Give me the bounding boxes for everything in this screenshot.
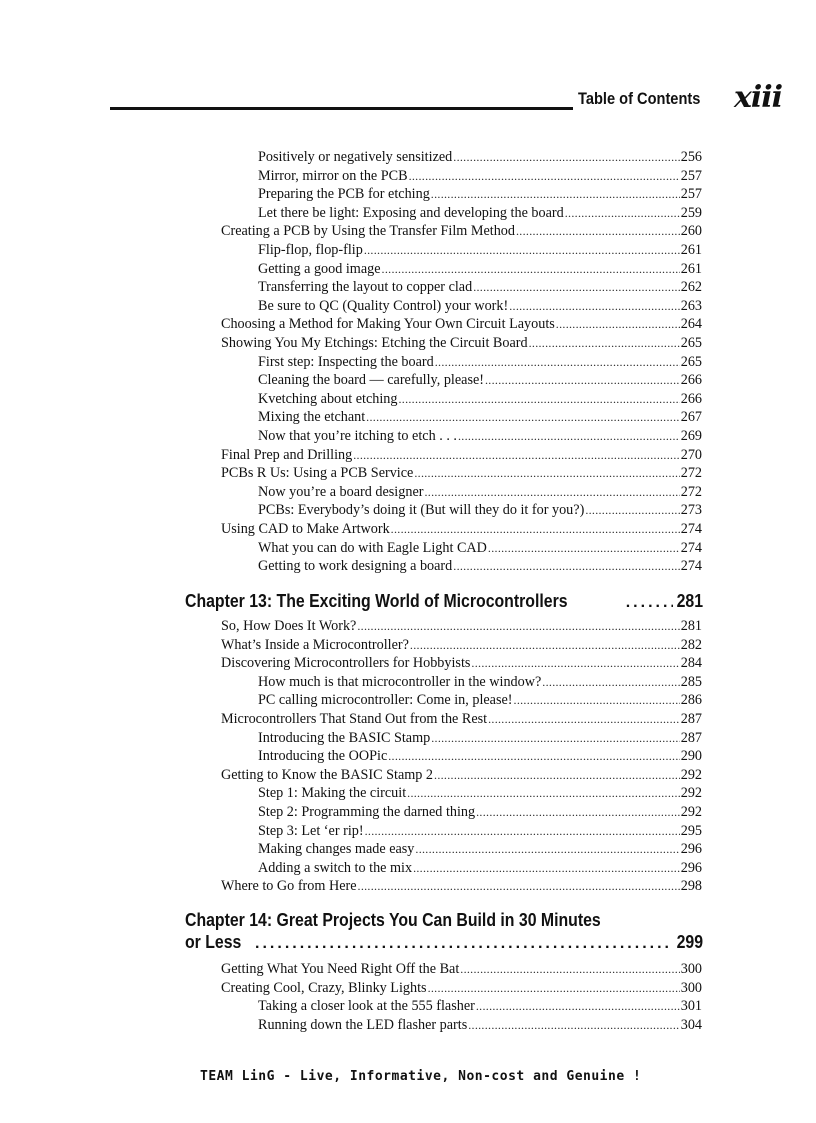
toc-entry-page: 265 — [680, 335, 702, 351]
toc-entry[interactable] — [258, 784, 702, 802]
toc-entry-title: Adding a switch to the mix — [258, 859, 413, 876]
toc-entry[interactable] — [258, 148, 702, 166]
toc-entry[interactable] — [221, 636, 702, 654]
toc-entry-page: 300 — [680, 979, 702, 996]
dot-leader — [476, 997, 680, 1015]
dot-leader — [410, 636, 680, 654]
dot-leader — [509, 297, 680, 315]
dot-leader — [542, 673, 679, 691]
toc-entry-title: Cleaning the board — carefully, please! — [258, 372, 484, 389]
toc-entry[interactable] — [258, 204, 702, 222]
dot-leader — [485, 371, 680, 389]
toc-entry-page: 265 — [680, 353, 702, 370]
toc-entry[interactable] — [221, 464, 702, 482]
toc-entry[interactable] — [258, 1016, 702, 1034]
dot-leader — [391, 520, 680, 538]
toc-entry-title: Let there be light: Exposing and developing the board — [258, 204, 564, 221]
toc-entry[interactable] — [258, 483, 702, 501]
toc-entry[interactable] — [258, 691, 702, 709]
toc-entry[interactable] — [258, 840, 702, 858]
toc-entry-page: 261 — [680, 260, 702, 277]
dot-leader — [409, 167, 680, 185]
toc-entry[interactable] — [258, 371, 702, 389]
toc-entry[interactable] — [221, 446, 702, 464]
toc-entry-title: PCBs: Everybody’s doing it (But will they do it for you?) — [258, 502, 585, 519]
toc-entry-page: 257 — [680, 186, 702, 203]
toc-entry-page: 298 — [680, 878, 702, 895]
toc-entry-page: 301 — [680, 998, 702, 1015]
toc-entry-title: Introducing the OOPic — [258, 748, 388, 765]
toc-entry[interactable] — [221, 520, 702, 538]
chapter-13-page: 281 — [676, 591, 703, 611]
toc-entry-title: Making changes made easy — [258, 841, 415, 858]
toc-entry-page: 267 — [680, 409, 702, 426]
toc-entry-title: Getting a good image — [258, 260, 381, 277]
toc-entry[interactable] — [221, 877, 702, 895]
dot-leader — [431, 729, 680, 747]
dot-leader — [453, 557, 679, 575]
toc-entry-title: Showing You My Etchings: Etching the Circuit Board — [221, 335, 528, 351]
toc-entry-page: 300 — [680, 961, 702, 977]
toc-entry-title: Creating Cool, Crazy, Blinky Lights — [221, 979, 427, 996]
dot-leader — [428, 979, 680, 997]
toc-entry-title: Choosing a Method for Making Your Own Circuit Layouts — [221, 316, 555, 333]
toc-entry-title: Mirror, mirror on the PCB — [258, 167, 408, 184]
toc-entry-title: Flip-flop, flop-flip — [258, 242, 363, 258]
dot-leader — [353, 446, 679, 464]
dot-leader — [413, 859, 680, 877]
dot-leader — [358, 877, 680, 895]
toc-entry[interactable] — [258, 278, 702, 296]
toc-entry[interactable] — [258, 859, 702, 877]
chapter-13-heading[interactable] — [185, 590, 703, 614]
toc-entry-page: 266 — [680, 372, 702, 389]
toc-entry[interactable] — [258, 390, 702, 408]
toc-entry-page: 304 — [680, 1016, 702, 1033]
dot-leader — [366, 408, 680, 426]
dot-leader — [565, 204, 680, 222]
toc-entry[interactable] — [258, 185, 702, 203]
toc-entry-title: Getting to Know the BASIC Stamp 2 — [221, 766, 434, 783]
toc-entry-title: So, How Does It Work? — [221, 618, 357, 634]
toc-entry-page: 285 — [680, 673, 702, 690]
toc-entry-page: 296 — [680, 859, 702, 876]
running-header-title: Table of Contents — [578, 89, 701, 108]
toc-entry-page: 256 — [680, 149, 702, 165]
dot-leader — [488, 539, 680, 557]
toc-entry-title: Step 1: Making the circuit — [258, 785, 407, 802]
toc-entry-page: 292 — [680, 804, 702, 820]
toc-entry-title: How much is that microcontroller in the window? — [258, 673, 542, 690]
dot-leader — [414, 464, 679, 482]
toc-entry-page: 290 — [680, 748, 702, 765]
toc-entry[interactable] — [258, 241, 702, 259]
toc-entry-title: Be sure to QC (Quality Control) your work! — [258, 297, 509, 314]
toc-entry[interactable] — [258, 997, 702, 1015]
chapter-13-title: Chapter 13: The Exciting World of Microcontrollers — [185, 591, 568, 611]
toc-entry[interactable] — [221, 766, 702, 784]
dot-leader — [407, 784, 680, 802]
toc-entry-page: 286 — [680, 692, 702, 709]
toc-entry-page: 260 — [680, 223, 702, 240]
dot-leader — [434, 766, 680, 784]
toc-entry-page: 295 — [680, 822, 702, 839]
toc-entry-title: Discovering Microcontrollers for Hobbyists — [221, 655, 471, 672]
toc-entry-title: Positively or negatively sensitized — [258, 149, 453, 165]
toc-entry[interactable] — [258, 557, 702, 575]
chapter-14-heading-line2[interactable] — [185, 931, 703, 955]
toc-entry-page: 274 — [680, 521, 702, 537]
toc-entry[interactable] — [221, 334, 702, 352]
header-rule — [110, 107, 573, 110]
toc-entry[interactable] — [258, 803, 702, 821]
toc-entry[interactable] — [221, 617, 702, 635]
toc-entry-page: 259 — [680, 204, 702, 221]
dot-leader — [453, 148, 679, 166]
toc-entry[interactable] — [258, 167, 702, 185]
toc-entry-page: 273 — [680, 502, 702, 519]
toc-entry-page: 281 — [680, 618, 702, 634]
dot-leader — [365, 822, 680, 840]
dot-leader — [435, 353, 680, 371]
toc-entry-title: Now that you’re itching to etch . . . — [258, 428, 457, 444]
toc-entry[interactable] — [221, 654, 702, 672]
dot-leader — [585, 501, 679, 519]
toc-entry-page: 261 — [680, 242, 702, 258]
toc-entry-title: Getting What You Need Right Off the Bat — [221, 961, 460, 977]
dot-leader — [514, 691, 680, 709]
toc-entry-title: Creating a PCB by Using the Transfer Film Method — [221, 223, 515, 240]
dot-leader — [488, 710, 680, 728]
toc-entry-title: Where to Go from Here — [221, 878, 357, 895]
toc-entry-page: 263 — [680, 297, 702, 314]
toc-entry[interactable] — [258, 408, 702, 426]
toc-entry-page: 284 — [680, 655, 702, 672]
dot-leader — [255, 933, 673, 955]
dot-leader — [424, 483, 679, 501]
toc-entry-title: Transferring the layout to copper clad — [258, 279, 473, 296]
dot-leader — [357, 617, 679, 635]
toc-entry[interactable] — [221, 710, 702, 728]
toc-entry[interactable] — [258, 427, 702, 445]
toc-entry-title: Kvetching about etching — [258, 390, 398, 407]
toc-entry[interactable] — [258, 260, 702, 278]
toc-entry-title: Running down the LED flasher parts — [258, 1016, 468, 1033]
toc-entry-title: Using CAD to Make Artwork — [221, 521, 390, 537]
toc-entry[interactable] — [258, 539, 702, 557]
toc-entry-page: 274 — [680, 539, 702, 556]
toc-entry-page: 274 — [680, 558, 702, 575]
toc-entry-page: 272 — [680, 465, 702, 482]
toc-entry-page: 264 — [680, 316, 702, 333]
dot-leader — [460, 960, 679, 978]
toc-entry[interactable] — [258, 353, 702, 371]
toc-entry-page: 269 — [680, 428, 702, 444]
toc-entry-page: 296 — [680, 841, 702, 858]
dot-leader — [471, 654, 679, 672]
dot-leader — [382, 260, 680, 278]
toc-entry-title: Final Prep and Drilling — [221, 446, 353, 463]
toc-entry[interactable] — [258, 729, 702, 747]
toc-entry[interactable] — [221, 222, 702, 240]
chapter-14-heading-line1[interactable]: Chapter 14: Great Projects You Can Build in 30 Minutes — [185, 910, 601, 930]
toc-entry-title: Preparing the PCB for etching — [258, 186, 430, 203]
toc-entry-title: Step 3: Let ‘er rip! — [258, 822, 364, 839]
toc-entry-page: 282 — [680, 636, 702, 653]
dot-leader — [388, 747, 679, 765]
toc-entry-page: 287 — [680, 711, 702, 727]
chapter-14-title-continued: or Less — [185, 932, 242, 952]
toc-entry-title: Microcontrollers That Stand Out from the Rest — [221, 711, 488, 727]
toc-entry-title: Taking a closer look at the 555 flasher — [258, 998, 475, 1015]
toc-entry-page: 292 — [680, 785, 702, 802]
dot-leader — [458, 427, 680, 445]
toc-entry-page: 270 — [680, 446, 702, 463]
toc-entry[interactable] — [221, 960, 702, 978]
dot-leader — [516, 222, 680, 240]
toc-entry-title: What you can do with Eagle Light CAD — [258, 539, 487, 556]
dot-leader — [556, 315, 680, 333]
toc-entry[interactable] — [258, 822, 702, 840]
dot-leader — [476, 803, 680, 821]
toc-entry-title: PC calling microcontroller: Come in, please! — [258, 692, 513, 709]
chapter-14-page: 299 — [676, 932, 703, 952]
dot-leader — [431, 185, 680, 203]
toc-entry-title: Now you’re a board designer — [258, 483, 424, 500]
dot-leader — [473, 278, 680, 296]
toc-entry[interactable] — [258, 747, 702, 765]
dot-leader — [364, 241, 680, 259]
toc-entry[interactable] — [258, 501, 702, 519]
toc-entry[interactable] — [221, 315, 702, 333]
toc-entry-page: 262 — [680, 279, 702, 296]
toc-entry-title: Getting to work designing a board — [258, 558, 453, 575]
toc-entry[interactable] — [258, 297, 702, 315]
page-number: xiii — [734, 80, 783, 115]
toc-entry-page: 287 — [680, 729, 702, 746]
toc-entry[interactable] — [258, 673, 702, 691]
toc-entry-title: Step 2: Programming the darned thing — [258, 804, 476, 820]
toc-entry-title: Mixing the etchant — [258, 409, 366, 426]
toc-entry-title: First step: Inspecting the board — [258, 353, 434, 370]
toc-entry[interactable] — [221, 979, 702, 997]
dot-leader — [415, 840, 679, 858]
toc-entry-page: 257 — [680, 167, 702, 184]
dot-leader — [398, 390, 679, 408]
toc-entry-page: 272 — [680, 483, 702, 500]
dot-leader — [626, 592, 673, 614]
toc-entry-title: PCBs R Us: Using a PCB Service — [221, 465, 414, 482]
dot-leader — [529, 334, 680, 352]
toc-entry-page: 292 — [680, 766, 702, 783]
footer-note: TEAM LinG - Live, Informative, Non-cost and Genuine ! — [200, 1069, 642, 1084]
toc-entry-page: 266 — [680, 390, 702, 407]
dot-leader — [468, 1016, 679, 1034]
toc-entry-title: Introducing the BASIC Stamp — [258, 729, 431, 746]
toc-entry-title: What’s Inside a Microcontroller? — [221, 636, 409, 653]
